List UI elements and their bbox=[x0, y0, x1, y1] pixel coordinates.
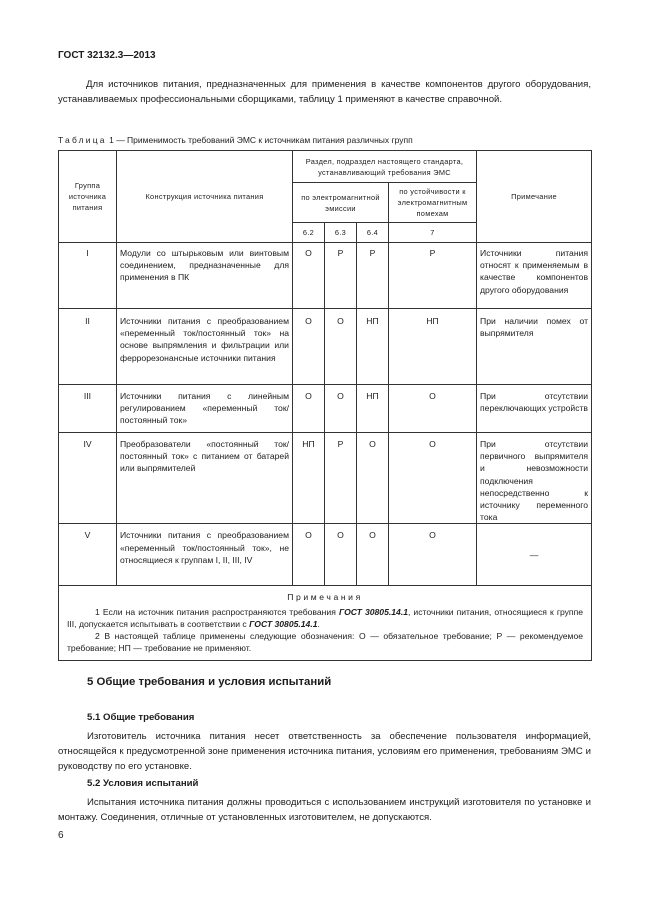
cell-note: При отсутствии переключающих устройств bbox=[477, 385, 592, 433]
table-caption bbox=[58, 135, 598, 145]
cell-6-2: О bbox=[293, 385, 325, 433]
subsection-5-1-text: Изготовитель источника питания несет ответственность за обеспечение пользователя информацией, относящейся к предусмотренной зоне применения источника питания, условиям его применения, требованиям ЭМС и руководству по его установке. bbox=[58, 731, 591, 772]
header-group: Группа источника питания bbox=[59, 151, 117, 243]
section-5-title: 5 Общие требования и условия испытаний bbox=[87, 676, 332, 688]
header-num-7: 7 bbox=[389, 223, 477, 243]
subsection-5-2-text: Испытания источника питания должны проводиться с использованием инструкций изготовителя по установке и монтажу. Соединения, отличные от установленных изготовителем, не допускаются. bbox=[58, 797, 591, 823]
table-notes bbox=[59, 586, 592, 661]
cell-6-3: Р bbox=[325, 433, 357, 524]
cell-6-4: Р bbox=[357, 243, 389, 309]
cell-7: О bbox=[389, 385, 477, 433]
note-1-text-c: . bbox=[317, 618, 320, 629]
table-notes-row bbox=[59, 586, 592, 661]
header-num-6-3: 6.3 bbox=[325, 223, 357, 243]
note-2: 2 В настоящей таблице применены следующие обозначения: О — обязательное требование; Р — рекомендуемое требование; НП — требование не применяют. bbox=[67, 631, 584, 654]
cell-6-4: НП bbox=[357, 309, 389, 385]
header-note: Примечание bbox=[477, 151, 592, 243]
note-1-ref-2: ГОСТ 30805.14.1 bbox=[249, 618, 318, 629]
header-emission: по электромагнитной эмиссии bbox=[293, 183, 389, 223]
table-row bbox=[59, 433, 592, 524]
cell-6-2: О bbox=[293, 309, 325, 385]
cell-6-4: НП bbox=[357, 385, 389, 433]
cell-6-4: О bbox=[357, 524, 389, 586]
cell-7: О bbox=[389, 433, 477, 524]
subsection-5-1-title: 5.1 Общие требования bbox=[87, 712, 195, 723]
subsection-5-2-body bbox=[58, 795, 591, 825]
note-1-ref-1: ГОСТ 30805.14.1 bbox=[338, 606, 408, 617]
document-header: ГОСТ 32132.3—2013 bbox=[58, 50, 156, 61]
cell-construction: Преобразователи «постоянный ток/постоянный ток» с питанием от батарей или выпрямителей bbox=[117, 433, 293, 524]
cell-6-2: НП bbox=[293, 433, 325, 524]
applicability-table bbox=[58, 150, 592, 661]
table-row bbox=[59, 385, 592, 433]
note-1-text-a: 1 Если на источник питания распространяются требования bbox=[95, 606, 336, 617]
subsection-5-2-title: 5.2 Условия испытаний bbox=[87, 778, 199, 789]
cell-construction: Источники питания с преобразованием «переменный ток/постоянный ток», не относящиеся к группам I, II, III, IV bbox=[117, 524, 293, 586]
cell-6-4: О bbox=[357, 433, 389, 524]
header-section: Раздел, подраздел настоящего стандарта, устанавливающий требования ЭМС bbox=[293, 151, 477, 183]
cell-7: НП bbox=[389, 309, 477, 385]
header-immunity: по устойчивости к электромагнитным помехам bbox=[389, 183, 477, 223]
cell-group: I bbox=[59, 243, 117, 309]
cell-construction: Источники питания с преобразованием «переменный ток/постоянный ток» на основе выпрямления и фильтрации или феррорезонансные источники питания bbox=[117, 309, 293, 385]
cell-note: — bbox=[477, 524, 592, 586]
table-caption-text: 1 — Применимость требований ЭМС к источникам питания различных групп bbox=[109, 135, 413, 145]
cell-group: V bbox=[59, 524, 117, 586]
table-row bbox=[59, 309, 592, 385]
table-row bbox=[59, 243, 592, 309]
cell-6-3: О bbox=[325, 385, 357, 433]
cell-note: При наличии помех от выпрямителя bbox=[477, 309, 592, 385]
cell-construction: Источники питания с линейным регулированием «переменный ток/постоянный ток» bbox=[117, 385, 293, 433]
cell-note: Источники питания относят к применяемым в качестве компонентов другого оборудования bbox=[477, 243, 592, 309]
note-1 bbox=[67, 606, 583, 630]
subsection-5-1-body bbox=[58, 729, 591, 774]
header-num-6-4: 6.4 bbox=[357, 223, 389, 243]
header-construction: Конструкция источника питания bbox=[117, 151, 293, 243]
table-caption-label: Таблица bbox=[58, 135, 107, 145]
cell-6-3: О bbox=[325, 309, 357, 385]
intro-paragraph bbox=[58, 77, 591, 107]
cell-group: II bbox=[59, 309, 117, 385]
notes-title: Примечания bbox=[287, 592, 363, 603]
cell-6-3: О bbox=[325, 524, 357, 586]
table-row bbox=[59, 524, 592, 586]
cell-7: Р bbox=[389, 243, 477, 309]
intro-text: Для источников питания, предназначенных для применения в качестве компонентов другого оборудования, устанавливаемых профессиональными сборщиками, таблицу 1 применяют в качестве справочной. bbox=[58, 79, 591, 105]
cell-note: При отсутствии первичного выпрямителя и невозможности подключения непосредственно к источнику переменного тока bbox=[477, 433, 592, 524]
cell-group: IV bbox=[59, 433, 117, 524]
cell-6-3: Р bbox=[325, 243, 357, 309]
header-num-6-2: 6.2 bbox=[293, 223, 325, 243]
page-number: 6 bbox=[58, 830, 64, 841]
cell-6-2: О bbox=[293, 524, 325, 586]
cell-group: III bbox=[59, 385, 117, 433]
cell-construction: Модули со штырьковым или винтовым соединением, предназначенные для применения в ПК bbox=[117, 243, 293, 309]
cell-6-2: О bbox=[293, 243, 325, 309]
note-1-text-b: , источники питания, относящиеся к группе III, допускается испытывать в соответствии с bbox=[67, 606, 584, 629]
cell-7: О bbox=[389, 524, 477, 586]
